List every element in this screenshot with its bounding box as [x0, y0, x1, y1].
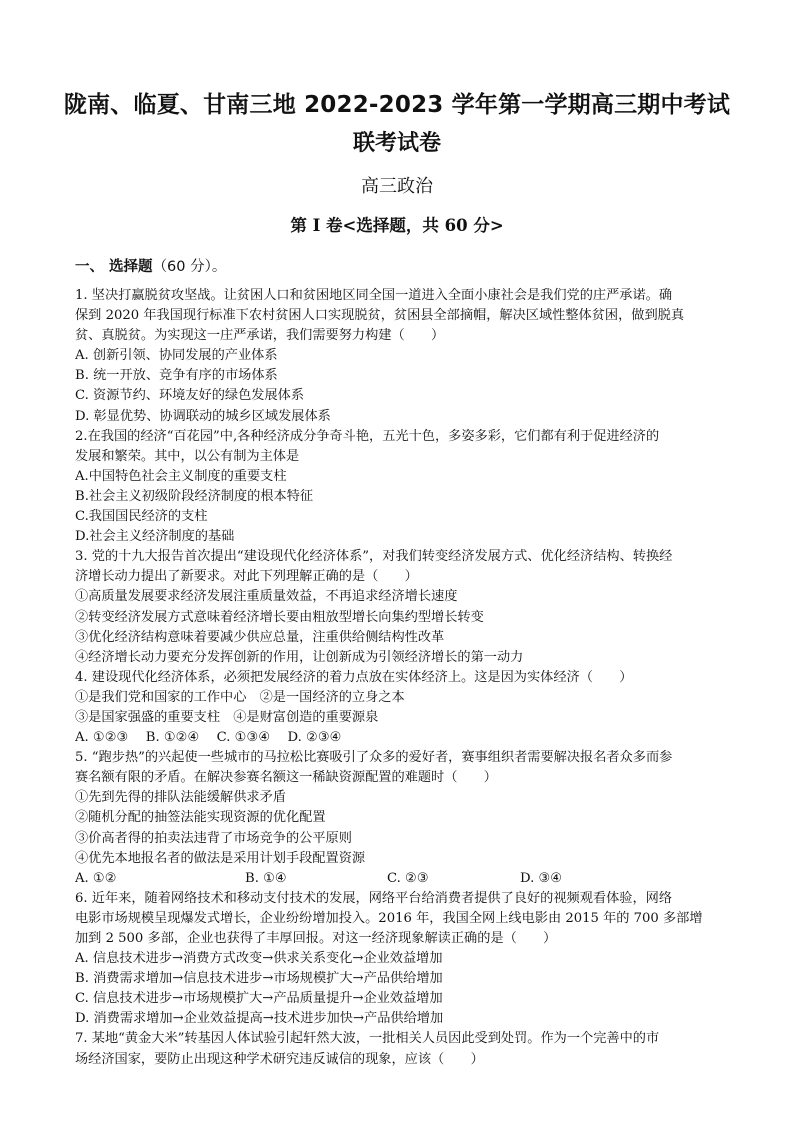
section-points: （60 分）。	[152, 259, 227, 275]
answer-choices	[75, 869, 725, 889]
question-2	[75, 427, 725, 548]
subject-heading: 高三政治	[361, 176, 433, 197]
option-d: D.社会主义经济制度的基础	[75, 529, 235, 545]
question-stem-line: 赛名额有限的矛盾。在解决参赛名额这一稀缺资源配置的难题时（ ）	[75, 770, 497, 786]
question-6	[75, 889, 725, 1030]
option-a: A. 创新引领、协同发展的产业体系	[75, 348, 278, 364]
statement-2: ②转变经济发展方式意味着经济增长要由粗放型增长向集约型增长转变	[75, 609, 484, 625]
question-stem-line: 济增长动力提出了新要求。对此下列理解正确的是（ ）	[75, 569, 418, 585]
statement-2: ②随机分配的抽签法能实现资源的优化配置	[75, 810, 326, 826]
option-c: C. 信息技术进步→市场规模扩大→产品质量提升→企业效益增加	[75, 991, 443, 1007]
question-7	[75, 1029, 725, 1069]
choice-b: B. ①④	[245, 870, 287, 886]
question-stem-line: 7. 某地“黄金大米”转基因人体试验引起轩然大波，一批相关人员因此受到处罚。作为一个完善中的市	[75, 1031, 660, 1047]
question-4	[75, 668, 725, 748]
question-stem-line: 2.在我国的经济“百花园”中,各种经济成分争奇斗艳，五光十色，多姿多彩，它们都有利于促进经济的	[75, 428, 660, 444]
statement-4: ④优先本地报名者的做法是采用计划手段配置资源	[75, 850, 366, 866]
option-b: B. 消费需求增加→信息技术进步→市场规模扩大→产品供给增加	[75, 971, 443, 987]
statement-line: ③是国家强盛的重要支柱 ④是财富创造的重要源泉	[75, 709, 379, 725]
option-c: C. 资源节约、环境友好的绿色发展体系	[75, 388, 305, 404]
question-stem-line: 发展和繁荣。其中，以公有制为主体是	[75, 448, 300, 464]
answer-choices: A. ①②③ B. ①②④ C. ①③④ D. ②③④	[75, 730, 342, 746]
question-stem-line: 1. 坚决打赢脱贫攻坚战。让贫困人口和贫困地区同全国一道进入全面小康社会是我们党的庄严承诺。确	[75, 288, 673, 303]
question-stem-line: 保到 2020 年我国现行标准下农村贫困人口实现脱贫，贫困县全部摘帽，解决区域性整体贫困，做到脱真	[75, 308, 685, 324]
option-a: A.中国特色社会主义制度的重要支柱	[75, 468, 287, 484]
statement-1: ①先到先得的排队法能缓解供求矛盾	[75, 790, 286, 806]
statement-3: ③价高者得的拍卖法违背了市场竞争的公平原则	[75, 830, 352, 846]
option-d: D. 消费需求增加→企业效益提高→技术进步加快→产品供给增加	[75, 1011, 444, 1027]
questions-body	[75, 286, 725, 1070]
choice-a: A. ①②	[75, 870, 117, 886]
exam-title-line2: 联考试卷	[352, 131, 441, 156]
statement-4: ④经济增长动力要充分发挥创新的作用，让创新成为引领经济增长的第一动力	[75, 649, 524, 665]
option-b: B. 统一开放、竞争有序的市场体系	[75, 368, 278, 384]
section-label: 一、 选择题	[75, 259, 153, 275]
exam-title-line1: 陇南、临夏、甘南三地 2022-2023 学年第一学期高三期中考试	[63, 92, 731, 118]
choice-c: C. ②③	[387, 870, 429, 886]
statement-3: ③优化经济结构意味着要减少供应总量，注重供给侧结构性改革	[75, 629, 445, 645]
option-c: C.我国国民经济的支柱	[75, 509, 208, 525]
section-heading	[75, 255, 226, 276]
question-stem-line: 场经济国家，要防止出现这种学术研究违反诚信的现象，应该（ ）	[75, 1051, 484, 1067]
question-3	[75, 547, 725, 668]
question-stem-line: 3. 党的十九大报告首次提出“建设现代化经济体系”，对我们转变经济发展方式、优化经济结构、转换经	[75, 549, 673, 565]
question-stem-line: 电影市场规模呈现爆发式增长，企业纷纷增加投入。2016 年，我国全网上线电影由 2015 年的 700 多部增	[75, 910, 703, 926]
question-stem-line: 6. 近年来，随着网络技术和移动支付技术的发展，网络平台给消费者提供了良好的视频观看体验，网络	[75, 890, 673, 906]
part-heading: 第 I 卷<选择题，共 60 分>	[290, 216, 504, 235]
statement-line: ①是我们党和国家的工作中心 ②是一国经济的立身之本	[75, 689, 405, 705]
option-d: D. 彰显优势、协调联动的城乡区域发展体系	[75, 408, 331, 424]
question-1	[75, 286, 725, 427]
question-stem-line: 贫、真脱贫。为实现这一庄严承诺，我们需要努力构建（ ）	[75, 328, 445, 344]
statement-1: ①高质量发展要求经济发展注重质量效益，不再追求经济增长速度	[75, 589, 458, 605]
option-b: B.社会主义初级阶段经济制度的根本特征	[75, 488, 314, 504]
choice-d: D. ③④	[520, 870, 563, 886]
question-5	[75, 748, 725, 889]
question-stem-line: 5. “跑步热”的兴起使一些城市的马拉松比赛吸引了众多的爱好者，赛事组织者需要解决报名者众多而参	[75, 750, 673, 766]
question-stem-line: 4. 建设现代化经济体系，必须把发展经济的着力点放在实体经济上。这是因为实体经济（ ）	[75, 669, 633, 685]
option-a: A. 信息技术进步→消费方式改变→供求关系变化→企业效益增加	[75, 951, 443, 967]
question-stem-line: 加到 2 500 多部，企业也获得了丰厚回报。对这一经济现象解读正确的是（ ）	[75, 931, 557, 946]
